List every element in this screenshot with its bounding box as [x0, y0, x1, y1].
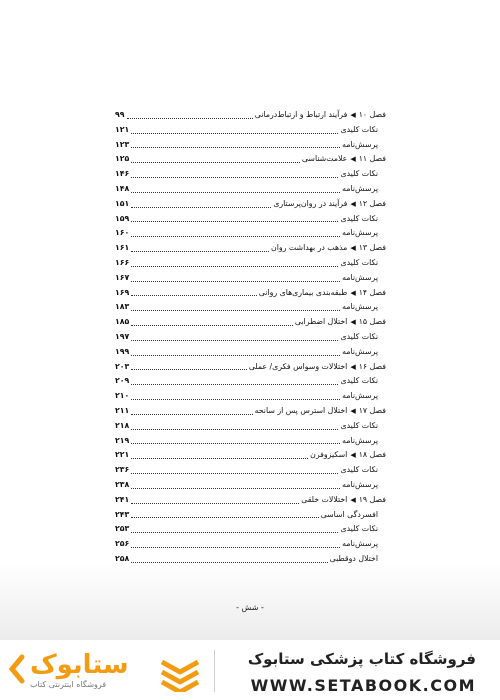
toc-page-number: ۱۶۷ — [115, 272, 130, 282]
entry-title: پرسش‌نامه — [342, 183, 378, 193]
dot-leader — [131, 508, 318, 518]
chapter-number: فصل ۱۹ — [358, 494, 386, 504]
toc-label — [271, 241, 386, 256]
dot-leader — [131, 420, 338, 430]
dot-leader — [131, 464, 338, 474]
dot-leader — [131, 523, 338, 533]
entry-title: نکات کلیدی — [340, 420, 378, 430]
toc-entry-row[interactable] — [115, 419, 386, 434]
chapter-title: اختلالات خلقی — [301, 494, 348, 504]
toc-chapter-row[interactable] — [115, 108, 386, 123]
toc-page-number: ۱۸۳ — [115, 302, 130, 312]
toc-entry-row[interactable] — [115, 434, 386, 449]
chapter-title: اختلالات وسواس فکری/ عملی — [248, 361, 348, 371]
chevron-left-icon — [8, 654, 30, 684]
toc-page-number: ۱۶۶ — [115, 257, 130, 267]
toc-page-number: ۱۴۶ — [115, 169, 130, 179]
toc-entry-row[interactable] — [115, 300, 386, 315]
chevron-left-icon: ◀ — [350, 406, 356, 415]
toc-chapter-row[interactable] — [115, 197, 386, 212]
dot-leader — [131, 494, 299, 504]
dot-leader — [131, 390, 340, 400]
dot-leader — [131, 346, 340, 356]
toc-label — [302, 152, 386, 167]
entry-title: پرسش‌نامه — [342, 139, 378, 149]
toc-page-number: ۲۰۹ — [115, 376, 130, 386]
toc-page-number: ۱۶۰ — [115, 228, 130, 238]
chevron-left-icon: ◀ — [350, 244, 356, 253]
entry-title: پرسش‌نامه — [342, 302, 378, 312]
entry-title: پرسش‌نامه — [342, 272, 378, 282]
toc-label — [342, 300, 386, 315]
toc-label — [342, 138, 386, 153]
store-banner — [0, 640, 500, 700]
dot-leader — [131, 331, 338, 341]
dot-leader — [127, 109, 253, 119]
toc-entry-row[interactable] — [115, 345, 386, 360]
toc-label — [340, 256, 386, 271]
entry-title: افسردگی اساسی — [320, 509, 378, 519]
entry-title: نکات کلیدی — [340, 213, 378, 223]
chapter-title: مذهب در بهداشت روان — [271, 243, 348, 253]
chapter-title: اختلال اضطرابی — [294, 317, 348, 327]
toc-page-number: ۱۶۱ — [115, 243, 130, 253]
toc-page-number: ۲۱۱ — [115, 405, 130, 415]
toc-label — [342, 182, 386, 197]
toc-label — [340, 522, 386, 537]
toc-label — [340, 212, 386, 227]
toc-entry-row[interactable] — [115, 138, 386, 153]
toc-entry-row[interactable] — [115, 167, 386, 182]
entry-title: نکات کلیدی — [340, 331, 378, 341]
chevron-left-icon: ◀ — [350, 362, 356, 371]
chevron-left-icon: ◀ — [350, 199, 356, 208]
toc-page-number: ۲۱۸ — [115, 420, 130, 430]
chapter-title: فرآیند در روان‌پرستاری — [273, 198, 348, 208]
dot-leader — [131, 138, 340, 148]
entry-title: پرسش‌نامه — [342, 228, 378, 238]
entry-title: نکات کلیدی — [340, 257, 378, 267]
chapter-number: فصل ۱۱ — [358, 154, 386, 164]
chapter-number: فصل ۱۳ — [358, 243, 386, 253]
toc-page-number: ۱۶۹ — [115, 287, 130, 297]
toc-label — [340, 330, 386, 345]
logo-tagline: فروشگاه اینترنتی کتاب — [30, 680, 107, 689]
toc-label — [342, 271, 386, 286]
toc-label — [342, 478, 386, 493]
chevron-left-icon: ◀ — [350, 451, 356, 460]
toc-page-number: ۲۱۰ — [115, 391, 130, 401]
toc-label — [310, 448, 386, 463]
dot-leader — [131, 538, 340, 548]
toc-page-number: ۲۴۳ — [115, 509, 130, 519]
entry-title: نکات کلیدی — [340, 524, 378, 534]
dot-leader — [131, 257, 338, 267]
dot-leader — [131, 124, 338, 134]
toc-entry-row[interactable] — [115, 389, 386, 404]
toc-chapter-row[interactable] — [115, 360, 386, 375]
toc-chapter-row[interactable] — [115, 493, 386, 508]
toc-entry-row[interactable] — [115, 537, 386, 552]
chapter-number: فصل ۱۴ — [358, 287, 386, 297]
toc-chapter-row[interactable] — [115, 404, 386, 419]
chapter-number: فصل ۱۵ — [358, 317, 386, 327]
toc-label — [342, 389, 386, 404]
chapter-number: فصل ۱۸ — [358, 450, 386, 460]
store-logo[interactable] — [8, 648, 208, 694]
chevron-left-icon: ◀ — [350, 288, 356, 297]
toc-entry-row[interactable] — [115, 330, 386, 345]
dot-leader — [131, 449, 308, 459]
dot-leader — [131, 168, 338, 178]
entry-title: نکات کلیدی — [340, 169, 378, 179]
chapter-number: فصل ۱۲ — [358, 198, 386, 208]
toc-chapter-row[interactable] — [115, 448, 386, 463]
toc-chapter-row[interactable] — [115, 315, 386, 330]
table-of-contents — [115, 108, 386, 567]
dot-leader — [131, 227, 340, 237]
book-stack-icon — [158, 652, 202, 692]
dot-leader — [131, 212, 338, 222]
logo-wordmark: ستابوک — [30, 650, 129, 680]
toc-label — [342, 345, 386, 360]
toc-chapter-row[interactable] — [115, 286, 386, 301]
chapter-title: فرآیند ارتباط و ارتباط‌درمانی — [254, 110, 348, 119]
toc-label — [340, 123, 386, 138]
toc-entry-row[interactable] — [115, 552, 386, 567]
chapter-number: فصل ۱۷ — [358, 405, 386, 415]
toc-entry-row[interactable] — [115, 522, 386, 537]
toc-entry-row[interactable] — [115, 123, 386, 138]
entry-title: پرسش‌نامه — [342, 539, 378, 549]
toc-page-number: ۱۵۱ — [115, 198, 130, 208]
dot-leader — [131, 375, 338, 385]
toc-page-number: ۹۹ — [115, 110, 125, 119]
dot-leader — [131, 153, 300, 163]
toc-label — [340, 463, 386, 478]
toc-entry-row[interactable] — [115, 226, 386, 241]
dot-leader — [131, 553, 327, 563]
entry-title: پرسش‌نامه — [342, 391, 378, 401]
dot-leader — [131, 479, 340, 489]
toc-page-number: ۱۴۸ — [115, 183, 130, 193]
toc-label — [255, 404, 386, 419]
chapter-title: طبقه‌بندی بیماری‌های روانی — [258, 287, 348, 297]
chapter-title: اسکیزوفرن — [310, 450, 348, 460]
chapter-number: فصل ۱۶ — [358, 361, 386, 371]
store-url[interactable]: WWW.SETABOOK.COM — [250, 676, 476, 695]
toc-label — [342, 537, 386, 552]
toc-entry-row[interactable] — [115, 271, 386, 286]
toc-page-number: ۲۵۸ — [115, 553, 130, 563]
toc-entry-row[interactable] — [115, 463, 386, 478]
dot-leader — [131, 183, 340, 193]
toc-label — [340, 419, 386, 434]
toc-label — [342, 226, 386, 241]
chapter-title: اختلال استرس پس از سانحه — [254, 405, 348, 415]
toc-label — [249, 360, 386, 375]
toc-label — [295, 315, 386, 330]
toc-page-number: ۱۸۵ — [115, 317, 130, 327]
entry-title: نکات کلیدی — [340, 376, 378, 386]
toc-chapter-row[interactable] — [115, 241, 386, 256]
toc-page-number: ۲۰۳ — [115, 361, 130, 371]
dot-leader — [131, 242, 269, 252]
toc-page-number: ۲۵۶ — [115, 539, 130, 549]
toc-page-number: ۱۲۱ — [115, 124, 130, 134]
toc-label — [340, 167, 386, 182]
toc-page-number: ۱۵۹ — [115, 213, 130, 223]
toc-entry-row[interactable] — [115, 212, 386, 227]
toc-page-number: ۲۵۳ — [115, 524, 130, 534]
dot-leader — [131, 360, 247, 370]
chevron-left-icon: ◀ — [350, 495, 356, 504]
chapter-number: فصل ۱۰ — [358, 110, 386, 119]
toc-entry-row[interactable] — [115, 182, 386, 197]
chevron-left-icon: ◀ — [350, 111, 356, 119]
entry-title: پرسش‌نامه — [342, 435, 378, 445]
toc-entry-row[interactable] — [115, 508, 386, 523]
toc-page-number: ۲۲۱ — [115, 450, 130, 460]
dot-leader — [131, 301, 340, 311]
dot-leader — [131, 434, 340, 444]
toc-page-number: ۲۱۹ — [115, 435, 130, 445]
toc-label — [342, 434, 386, 449]
dot-leader — [131, 198, 271, 208]
dot-leader — [131, 272, 340, 282]
entry-title: اختلال دوقطبی — [329, 553, 378, 563]
toc-label — [340, 374, 386, 389]
toc-page-number: ۲۳۶ — [115, 465, 130, 475]
entry-title: پرسش‌نامه — [342, 479, 378, 489]
toc-page-number: ۱۲۵ — [115, 154, 130, 164]
toc-label — [321, 508, 386, 523]
toc-label — [330, 552, 386, 567]
entry-title: پرسش‌نامه — [342, 346, 378, 356]
dot-leader — [131, 316, 293, 326]
toc-page-number: ۱۲۳ — [115, 139, 130, 149]
chevron-left-icon: ◀ — [350, 155, 356, 164]
dot-leader — [131, 286, 256, 296]
toc-page-number: ۱۹۹ — [115, 346, 130, 356]
toc-page-number: ۲۴۱ — [115, 494, 130, 504]
toc-label — [255, 108, 386, 123]
toc-entry-row[interactable] — [115, 478, 386, 493]
page-number: - شش - — [236, 603, 264, 612]
toc-chapter-row[interactable] — [115, 152, 386, 167]
toc-entry-row[interactable] — [115, 374, 386, 389]
toc-label — [301, 493, 386, 508]
chevron-left-icon: ◀ — [350, 318, 356, 327]
entry-title: نکات کلیدی — [340, 124, 378, 134]
banner-divider — [214, 650, 215, 692]
toc-page-number: ۱۹۷ — [115, 331, 130, 341]
toc-entry-row[interactable] — [115, 256, 386, 271]
toc-label — [273, 197, 386, 212]
toc-page-number: ۲۳۸ — [115, 479, 130, 489]
chapter-title: علامت‌شناسی — [301, 154, 348, 164]
toc-label — [259, 286, 386, 301]
entry-title: نکات کلیدی — [340, 465, 378, 475]
dot-leader — [131, 405, 252, 415]
store-name: فروشگاه کتاب پزشکی ستابوک — [247, 650, 476, 668]
